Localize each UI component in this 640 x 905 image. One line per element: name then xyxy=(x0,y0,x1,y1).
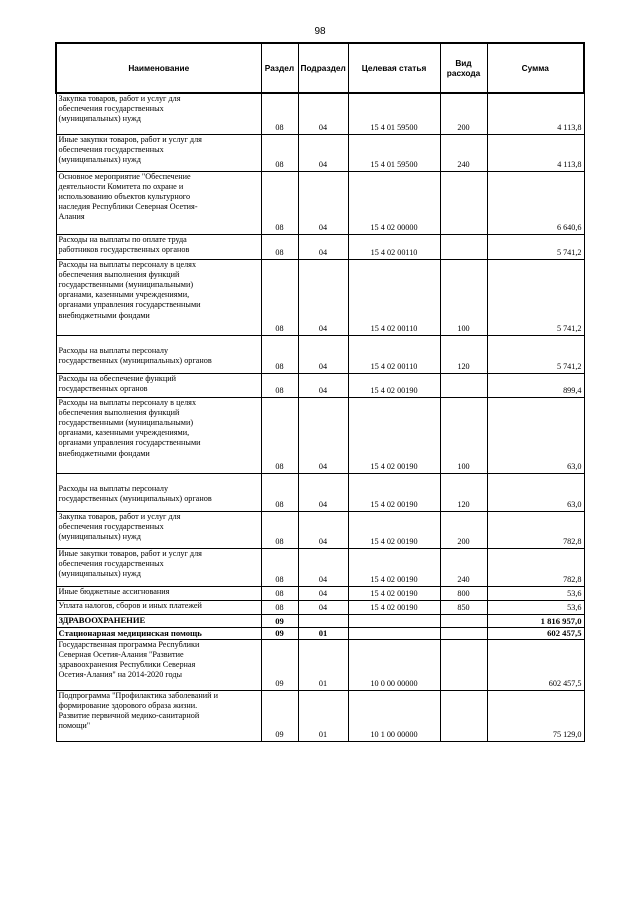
row-sum-cell: 53,6 xyxy=(487,600,584,614)
row-section-cell: 08 xyxy=(261,259,298,335)
row-sum-cell: 5 741,2 xyxy=(487,335,584,373)
budget-table xyxy=(55,42,585,742)
row-subsection-cell: 04 xyxy=(298,93,348,134)
row-section-cell: 08 xyxy=(261,473,298,511)
table-row xyxy=(56,171,584,234)
row-subsection-cell: 04 xyxy=(298,473,348,511)
row-target-cell: 15 4 01 59500 xyxy=(348,134,440,171)
row-subsection-cell: 04 xyxy=(298,234,348,259)
table-row xyxy=(56,548,584,586)
row-expense-type-cell: 100 xyxy=(440,397,487,473)
row-sum-cell: 63,0 xyxy=(487,473,584,511)
table-row xyxy=(56,586,584,600)
row-sum-cell: 899,4 xyxy=(487,373,584,397)
row-sum-cell: 4 113,8 xyxy=(487,134,584,171)
row-section-cell: 09 xyxy=(261,627,298,639)
row-expense-type-cell xyxy=(440,690,487,741)
row-target-cell: 15 4 02 00190 xyxy=(348,548,440,586)
table-row xyxy=(56,473,584,511)
row-sum-cell: 782,8 xyxy=(487,511,584,548)
row-subsection-cell: 04 xyxy=(298,373,348,397)
row-section-cell: 08 xyxy=(261,397,298,473)
table-row xyxy=(56,627,584,639)
row-target-cell: 15 4 02 00190 xyxy=(348,600,440,614)
row-target-cell: 15 4 02 00110 xyxy=(348,259,440,335)
row-subsection-cell: 04 xyxy=(298,134,348,171)
row-target-cell: 10 0 00 00000 xyxy=(348,639,440,690)
row-section-cell: 09 xyxy=(261,690,298,741)
row-subsection-cell: 01 xyxy=(298,627,348,639)
row-name-cell: Основное мероприятие "Обеспечение деятельности Комитета по охране и использованию объектов культурного наследия Республики Северная Осетия- Алания xyxy=(56,171,261,234)
row-section-cell: 08 xyxy=(261,234,298,259)
row-sum-cell: 5 741,2 xyxy=(487,234,584,259)
row-subsection-cell: 01 xyxy=(298,690,348,741)
row-expense-type-cell xyxy=(440,627,487,639)
row-sum-cell: 75 129,0 xyxy=(487,690,584,741)
row-target-cell xyxy=(348,614,440,627)
row-name-cell: Расходы на выплаты персоналу государственных (муниципальных) органов xyxy=(56,473,261,511)
row-name-cell: Закупка товаров, работ и услуг для обеспечения государственных (муниципальных) нужд xyxy=(56,511,261,548)
row-sum-cell: 1 816 957,0 xyxy=(487,614,584,627)
row-expense-type-cell: 200 xyxy=(440,93,487,134)
row-expense-type-cell xyxy=(440,614,487,627)
header-sum: Сумма xyxy=(487,43,584,93)
row-subsection-cell: 04 xyxy=(298,335,348,373)
row-sum-cell: 5 741,2 xyxy=(487,259,584,335)
table-row xyxy=(56,511,584,548)
row-target-cell: 15 4 02 00000 xyxy=(348,171,440,234)
row-subsection-cell: 04 xyxy=(298,548,348,586)
row-expense-type-cell xyxy=(440,373,487,397)
row-expense-type-cell: 100 xyxy=(440,259,487,335)
row-name-cell: Закупка товаров, работ и услуг для обеспечения государственных (муниципальных) нужд xyxy=(56,93,261,134)
row-sum-cell: 63,0 xyxy=(487,397,584,473)
row-subsection-cell xyxy=(298,614,348,627)
table-row xyxy=(56,690,584,741)
row-section-cell: 08 xyxy=(261,548,298,586)
row-sum-cell: 6 640,6 xyxy=(487,171,584,234)
row-name-cell: Расходы на выплаты персоналу государственных (муниципальных) органов xyxy=(56,335,261,373)
table-row xyxy=(56,335,584,373)
row-name-cell: Подпрограмма "Профилактика заболеваний и формирование здорового образа жизни. Развитие первичной медико-санитарной помощи" xyxy=(56,690,261,741)
row-sum-cell: 602 457,5 xyxy=(487,627,584,639)
table-row xyxy=(56,234,584,259)
row-expense-type-cell: 120 xyxy=(440,473,487,511)
row-section-cell: 08 xyxy=(261,586,298,600)
row-subsection-cell: 04 xyxy=(298,397,348,473)
row-section-cell: 08 xyxy=(261,511,298,548)
table-row xyxy=(56,614,584,627)
header-target: Целевая статья xyxy=(348,43,440,93)
header-expense-type: Вид расхода xyxy=(440,43,487,93)
row-target-cell: 15 4 02 00110 xyxy=(348,234,440,259)
row-target-cell: 15 4 02 00190 xyxy=(348,473,440,511)
table-row xyxy=(56,373,584,397)
row-name-cell: Расходы на выплаты персоналу в целях обеспечения выполнения функций государственными (муниципальными) органами, казенными учреждениями, органами управления государственными внебюджетными фондами xyxy=(56,397,261,473)
row-expense-type-cell: 800 xyxy=(440,586,487,600)
table-row xyxy=(56,93,584,134)
table-header xyxy=(56,43,584,93)
row-target-cell: 10 1 00 00000 xyxy=(348,690,440,741)
row-name-cell: Иные закупки товаров, работ и услуг для обеспечения государственных (муниципальных) нужд xyxy=(56,548,261,586)
row-subsection-cell: 04 xyxy=(298,586,348,600)
row-name-cell: Уплата налогов, сборов и иных платежей xyxy=(56,600,261,614)
row-name-cell: Государственная программа Республики Северная Осетия-Алания "Развитие здравоохранения Республики Северная Осетия-Алания" на 2014-2020 годы xyxy=(56,639,261,690)
row-target-cell: 15 4 02 00110 xyxy=(348,335,440,373)
row-subsection-cell: 04 xyxy=(298,171,348,234)
row-expense-type-cell: 200 xyxy=(440,511,487,548)
row-target-cell: 15 4 02 00190 xyxy=(348,397,440,473)
table-row xyxy=(56,259,584,335)
header-subsection: Подраздел xyxy=(298,43,348,93)
row-subsection-cell: 04 xyxy=(298,600,348,614)
header-name: Наименование xyxy=(56,43,261,93)
table-row xyxy=(56,600,584,614)
row-subsection-cell: 04 xyxy=(298,511,348,548)
row-target-cell: 15 4 01 59500 xyxy=(348,93,440,134)
row-name-cell: Расходы на выплаты по оплате труда работников государственных органов xyxy=(56,234,261,259)
row-subsection-cell: 04 xyxy=(298,259,348,335)
row-expense-type-cell: 240 xyxy=(440,548,487,586)
row-target-cell: 15 4 02 00190 xyxy=(348,373,440,397)
row-name-cell: Иные бюджетные ассигнования xyxy=(56,586,261,600)
row-section-cell: 09 xyxy=(261,614,298,627)
row-sum-cell: 602 457,5 xyxy=(487,639,584,690)
row-sum-cell: 4 113,8 xyxy=(487,93,584,134)
table-row xyxy=(56,397,584,473)
row-name-cell: Иные закупки товаров, работ и услуг для обеспечения государственных (муниципальных) нужд xyxy=(56,134,261,171)
row-expense-type-cell: 240 xyxy=(440,134,487,171)
table-row xyxy=(56,639,584,690)
header-section: Раздел xyxy=(261,43,298,93)
row-name-cell: Расходы на выплаты персоналу в целях обеспечения выполнения функций государственными (муниципальными) органами, казенными учреждениями, органами управления государственными внебюджетными фондами xyxy=(56,259,261,335)
row-section-cell: 08 xyxy=(261,93,298,134)
row-expense-type-cell xyxy=(440,171,487,234)
row-section-cell: 08 xyxy=(261,171,298,234)
row-section-cell: 08 xyxy=(261,134,298,171)
row-sum-cell: 53,6 xyxy=(487,586,584,600)
table-body xyxy=(56,93,584,741)
row-target-cell: 15 4 02 00190 xyxy=(348,586,440,600)
row-name-cell: Расходы на обеспечение функций государственных органов xyxy=(56,373,261,397)
row-target-cell: 15 4 02 00190 xyxy=(348,511,440,548)
row-expense-type-cell xyxy=(440,639,487,690)
row-expense-type-cell xyxy=(440,234,487,259)
row-section-cell: 08 xyxy=(261,373,298,397)
row-section-cell: 09 xyxy=(261,639,298,690)
row-section-cell: 08 xyxy=(261,600,298,614)
row-name-cell: Стационарная медицинская помощь xyxy=(56,627,261,639)
row-subsection-cell: 01 xyxy=(298,639,348,690)
page-number: 98 xyxy=(314,26,326,37)
table-row xyxy=(56,134,584,171)
row-section-cell: 08 xyxy=(261,335,298,373)
row-name-cell: ЗДРАВООХРАНЕНИЕ xyxy=(56,614,261,627)
row-sum-cell: 782,8 xyxy=(487,548,584,586)
row-expense-type-cell: 850 xyxy=(440,600,487,614)
row-expense-type-cell: 120 xyxy=(440,335,487,373)
row-target-cell xyxy=(348,627,440,639)
